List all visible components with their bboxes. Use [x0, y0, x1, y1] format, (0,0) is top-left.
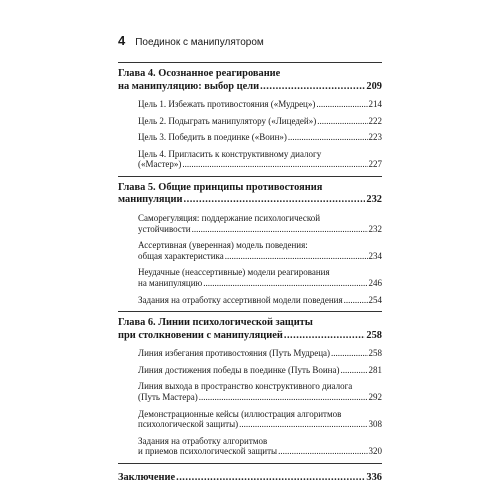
- table-of-contents: [118, 62, 382, 490]
- chapter-row: [118, 81, 382, 94]
- conclusion-heading: [118, 472, 382, 485]
- section-page: 234: [368, 250, 382, 261]
- leader-dots: [344, 295, 368, 306]
- section-page: 223: [368, 132, 382, 143]
- section-row: [138, 365, 382, 376]
- section-title: Линия достижения победы в поединке (Путь Воина): [138, 364, 340, 375]
- page-header: [118, 33, 382, 48]
- toc-section: [118, 213, 382, 234]
- toc-chapter: [118, 63, 382, 176]
- section-title: («Мастер»): [138, 159, 182, 170]
- leader-dots: [317, 116, 367, 127]
- section-title-line: Саморегуляция: поддержание психологической: [138, 212, 321, 223]
- section-title: (Путь Мастера): [138, 391, 198, 402]
- section-row: [138, 132, 382, 143]
- section-page: 227: [368, 159, 382, 170]
- toc-body: [118, 62, 382, 490]
- chapter-page: 258: [366, 329, 382, 341]
- section-row: [138, 116, 382, 127]
- leader-dots: [182, 159, 367, 170]
- conclusion-title: Заключение: [118, 471, 176, 483]
- section-title: и приемов психологической защиты: [138, 446, 278, 457]
- section-page: 246: [368, 277, 382, 288]
- leader-dots: [340, 365, 367, 376]
- section-title-line: Цель 4. Пригласить к конструктивному диалогу: [138, 148, 322, 159]
- toc-section: [118, 436, 382, 457]
- toc-section: [118, 116, 382, 127]
- section-row: [138, 159, 382, 170]
- toc-section: [118, 132, 382, 143]
- section-title-line: Демонстрационные кейсы (иллюстрация алгоритмов: [138, 408, 342, 419]
- section-title: Задания на отработку ассертивной модели поведения: [138, 294, 343, 305]
- section-page: 308: [368, 419, 382, 430]
- section-row: [138, 392, 382, 403]
- section-title: Цель 2. Подыграть манипулятору («Лицедей»): [138, 115, 317, 126]
- section-page: 232: [368, 223, 382, 234]
- leader-dots: [225, 251, 368, 262]
- section-title: общая характеристика: [138, 250, 224, 261]
- chapter-page: 209: [366, 80, 382, 92]
- section-row: [138, 278, 382, 289]
- toc-section: [118, 240, 382, 261]
- toc-conclusion: [118, 464, 382, 491]
- conclusion-page: 336: [366, 471, 382, 483]
- chapter-row: [118, 330, 382, 343]
- section-row: [138, 224, 382, 235]
- leader-dots: [278, 446, 367, 457]
- section-page: 214: [368, 99, 382, 109]
- section-row: [138, 295, 382, 306]
- leader-dots: [239, 419, 367, 430]
- section-page: 222: [368, 115, 382, 126]
- toc-section: [118, 267, 382, 288]
- section-row: [138, 446, 382, 457]
- section-page: 281: [368, 364, 382, 375]
- section-title: Цель 3. Победить в поединке («Воин»): [138, 132, 287, 143]
- section-title-line: Линия выхода в пространство конструктивного диалога: [138, 381, 353, 392]
- section-page: 320: [368, 446, 382, 457]
- chapter-heading: [118, 68, 382, 93]
- chapter-title-line: Глава 6. Линии психологической защиты: [118, 317, 313, 329]
- chapter-heading: [118, 317, 382, 342]
- toc-section: [118, 99, 382, 110]
- chapter-title-line: Глава 5. Общие принципы противостояния: [118, 181, 323, 193]
- chapter-title: манипуляции: [118, 194, 183, 206]
- toc-section: [118, 348, 382, 359]
- toc-section: [118, 409, 382, 430]
- page-number: 4: [118, 33, 126, 48]
- leader-dots: [331, 348, 367, 359]
- leader-dots: [184, 194, 366, 207]
- leader-dots: [288, 132, 368, 143]
- chapter-page: 232: [366, 194, 382, 206]
- leader-dots: [203, 278, 367, 289]
- section-page: 258: [368, 348, 382, 359]
- section-title: Линия избегания противостояния (Путь Мудреца): [138, 348, 331, 359]
- toc-section: [118, 149, 382, 170]
- toc-chapter: [118, 312, 382, 463]
- running-title: Поединок с манипулятором: [135, 37, 264, 48]
- section-title-line: Неудачные (неассертивные) модели реагирования: [138, 267, 330, 278]
- section-page: 254: [368, 294, 382, 305]
- section-row: [138, 348, 382, 359]
- conclusion-row: [118, 472, 382, 485]
- section-page: 292: [368, 391, 382, 402]
- chapter-title: на манипуляцию: выбор цели: [118, 80, 260, 92]
- section-row: [138, 251, 382, 262]
- section-title: устойчивости: [138, 223, 191, 234]
- section-title: психологической защиты): [138, 419, 239, 430]
- section-row: [138, 419, 382, 430]
- leader-dots: [316, 99, 367, 110]
- section-title: Цель 1. Избежать противостояния («Мудрец»): [138, 99, 316, 109]
- toc-section: [118, 295, 382, 306]
- leader-dots: [260, 81, 365, 94]
- section-row: [138, 99, 382, 110]
- toc-section: [118, 365, 382, 376]
- leader-dots: [284, 330, 366, 343]
- leader-dots: [199, 392, 368, 403]
- section-title-line: Задания на отработку алгоритмов: [138, 435, 268, 446]
- leader-dots: [176, 472, 365, 485]
- chapter-row: [118, 194, 382, 207]
- chapter-heading: [118, 182, 382, 207]
- chapter-title: при столкновении с манипуляцией: [118, 329, 283, 341]
- toc-section: [118, 381, 382, 402]
- section-title-line: Ассертивная (уверенная) модель поведения:: [138, 240, 308, 251]
- chapter-title-line: Глава 4. Осознанное реагирование: [118, 68, 281, 79]
- section-title: на манипуляцию: [138, 277, 203, 288]
- toc-chapter: [118, 177, 382, 311]
- leader-dots: [192, 224, 368, 235]
